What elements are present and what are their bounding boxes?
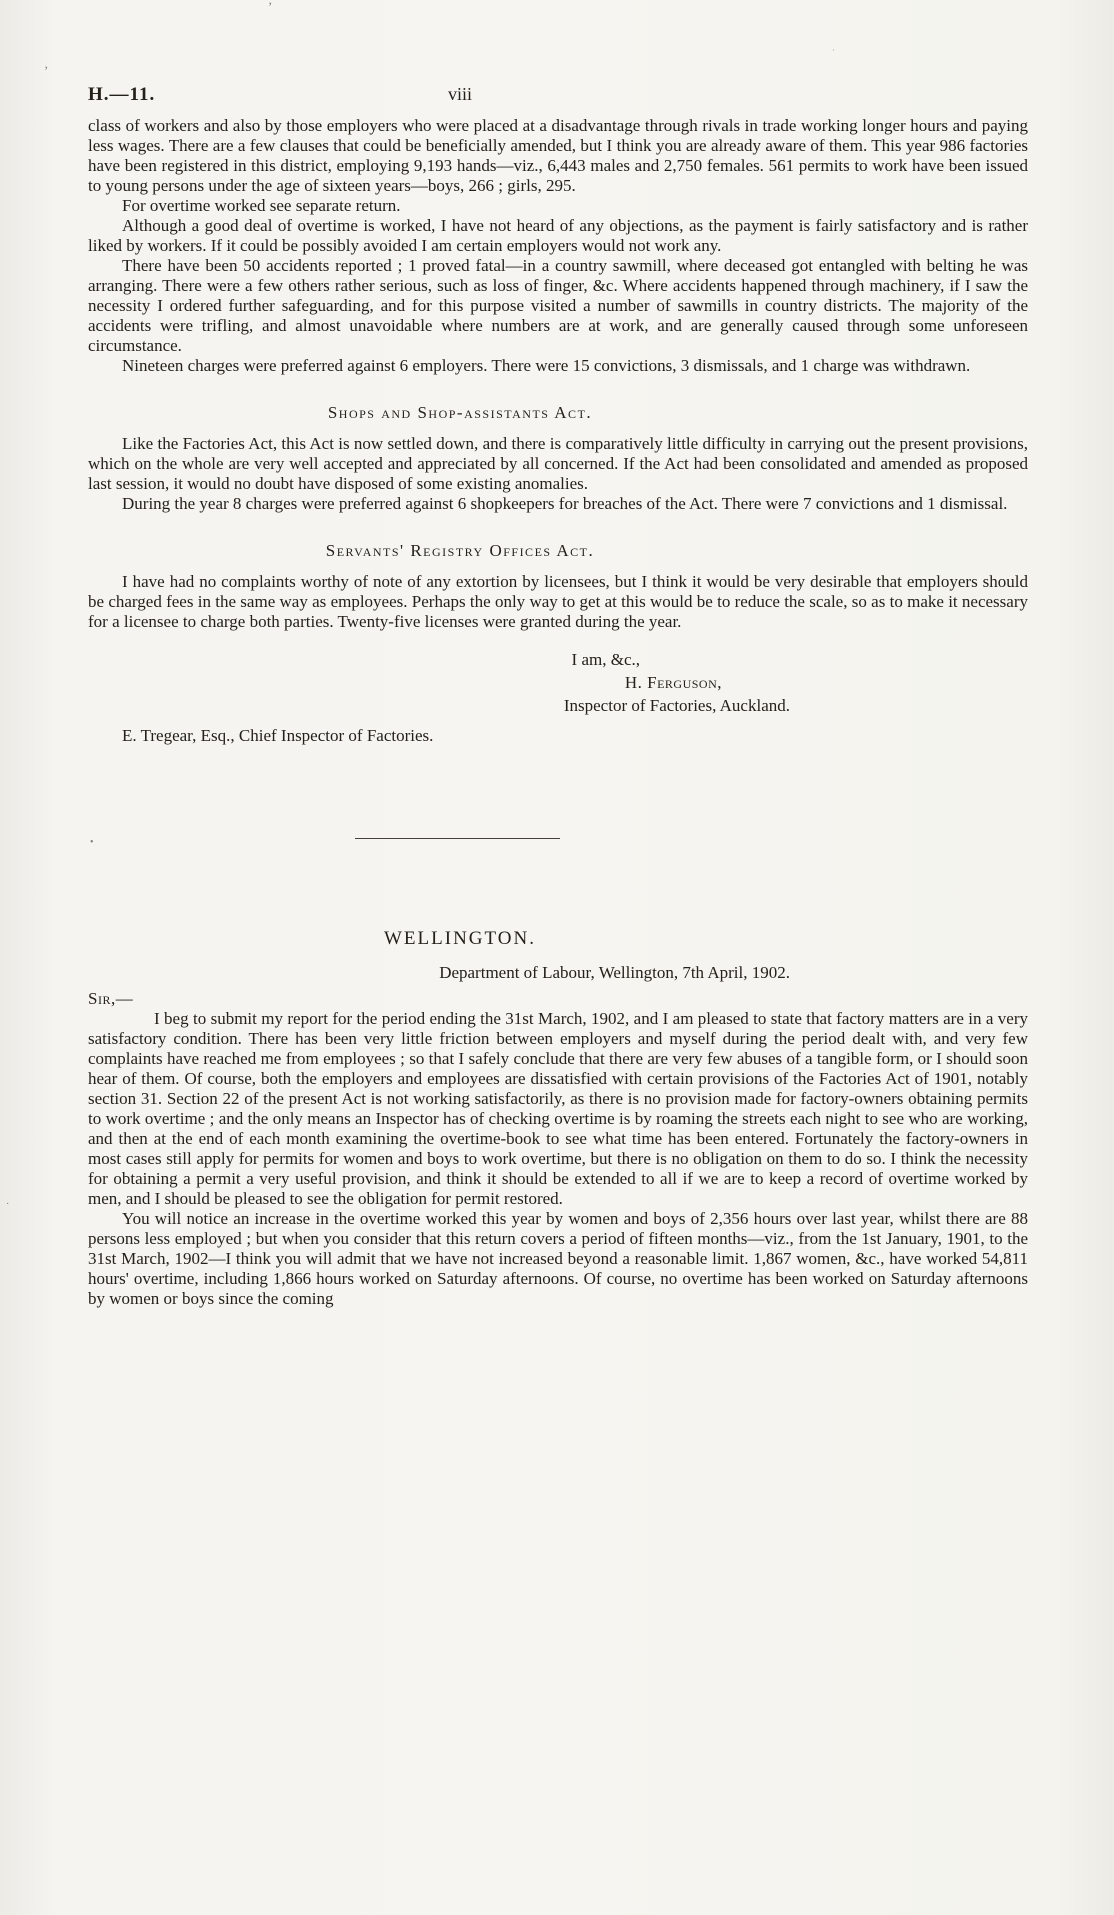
scan-speck: •	[90, 837, 94, 848]
section-heading-shops-act: Shops and Shop-assistants Act.	[327, 403, 593, 422]
paragraph: I beg to submit my report for the period ending the 31st March, 1902, and I am pleased to state that factory matters are in a very satisfactory condition. There has been very little friction between employers and myself during the period dealt with, and very few complaints have reached me from employees ; so that I safely conclude that there are very few abuses of a tangible form, or I should soon hear of them. Of course, both the employers and employees are dissatisfied with certain provisions of the Factories Act of 1901, notably section 31. Section 22 of the present Act is not working satisfactorily, as there is no provision made for factory-owners obtaining permits to work overtime ; and the only means an Inspector has of checking overtime is by roaming the streets each night to see who are working, and then at the end of each month examining the overtime-book to see what time has been entered. Fortunately the factory-owners in most cases still apply for permits for women and boys to work overtime, but there is no obligation on them to do so. I think the necessity for obtaining a permit a very useful provision, and think it should be extended to all if we are to keep a record of overtime worked by men, and I should be pleased to see the obligation for permit restored.	[88, 1009, 1028, 1208]
paragraph: Although a good deal of overtime is worked, I have not heard of any objections, as the payment is fairly satisfactory and is rather liked by workers. If it could be possibly avoided I am certain employers would not work any.	[88, 216, 1028, 255]
section-heading-servants-registry-act: Servants' Registry Offices Act.	[325, 541, 595, 560]
salutation: Sir,—	[88, 989, 134, 1008]
paragraph: You will notice an increase in the overtime worked this year by women and boys of 2,356 hours over last year, whilst there are 88 persons less employed ; but when you consider that this return covers a period of fifteen months—viz., from the 1st January, 1901, to the 31st March, 1902—I think you will admit that we have not increased beyond a reasonable limit. 1,867 women, &c., have worked 54,811 hours' overtime, including 1,866 hours worked on Saturday afternoons. Of course, no overtime has been worked on Saturday afternoons by women or boys since the coming	[88, 1209, 1028, 1308]
signature-title: Inspector of Factories, Auckland.	[563, 696, 790, 715]
letter-closing	[88, 648, 1028, 717]
scan-speck: ·	[6, 1199, 10, 1210]
paragraph: I have had no complaints worthy of note of any extortion by licensees, but I think it would be very desirable that employers should be charged fees in the same way as employees. Perhaps the only way to get at this would be to reduce the scale, so as to make it necessary for a licensee to charge both parties. Twenty-five licenses were granted during the year.	[88, 572, 1028, 631]
valediction: I am, &c.,	[571, 650, 640, 669]
signature: H. Ferguson,	[624, 673, 722, 692]
scan-speck: ’	[44, 63, 49, 78]
paragraph: During the year 8 charges were preferred against 6 shopkeepers for breaches of the Act. There were 7 convictions and 1 dismissal.	[122, 494, 1008, 513]
page-number: viii	[447, 84, 472, 104]
section-divider	[355, 838, 560, 839]
page-header	[0, 0, 1114, 116]
dateline: Department of Labour, Wellington, 7th April, 1902.	[439, 963, 790, 982]
paragraph: For overtime worked see separate return.	[122, 196, 401, 215]
paragraph: There have been 50 accidents reported ; 1 proved fatal—in a country sawmill, where deceased got entangled with belting he was arranging. There were a few others rather serious, such as loss of finger, &c. Where accidents happened through machinery, if I saw the necessity I ordered further safeguarding, and for this purpose visited a number of sawmills in country districts. The majority of the accidents were trifling, and almost unavoidable where numbers are at work, and are generally caused through some unforeseen circumstance.	[88, 256, 1028, 355]
paragraph: Like the Factories Act, this Act is now settled down, and there is comparatively little difficulty in carrying out the present provisions, which on the whole are very well accepted and appreciated by all concerned. If the Act had been consolidated and amended as proposed last session, it would no doubt have disposed of some existing anomalies.	[88, 434, 1028, 493]
section-heading-wellington: WELLINGTON.	[384, 928, 536, 949]
report-body	[0, 116, 1114, 1309]
paragraph-continuation: class of workers and also by those employers who were placed at a disadvantage through rivals in trade working longer hours and paying less wages. There are a few clauses that could be beneficially amended, but I think you are already aware of them. This year 986 factories have been registered in this district, employing 9,193 hands—viz., 6,443 males and 2,750 females. 561 permits to work have been issued to young persons under the age of sixteen years—boys, 266 ; girls, 295.	[88, 116, 1028, 195]
paragraph: Nineteen charges were preferred against 6 employers. There were 15 convictions, 3 dismissals, and 1 charge was withdrawn.	[122, 356, 971, 375]
addressee: E. Tregear, Esq., Chief Inspector of Factories.	[122, 726, 434, 745]
scan-speck: ·	[832, 45, 835, 55]
document-reference: H.—11.	[88, 84, 156, 105]
scan-speck: ’	[268, 0, 273, 14]
